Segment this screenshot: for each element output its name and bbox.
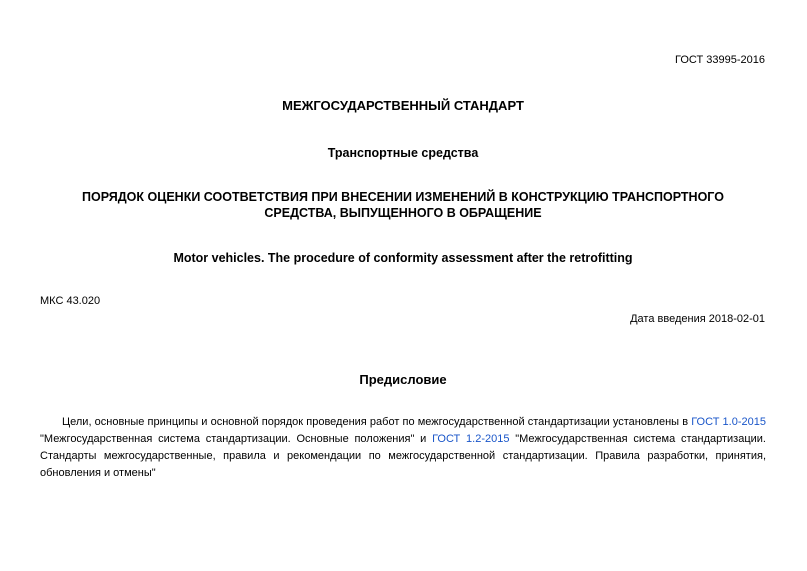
- preface-text-part-3: "Межгосударственная система стандартизации. Стандарты межгосударственные, правила и рекомендации по межгосударственной стандартизации. Правила разработки, принятия, обновления и отмены": [40, 433, 766, 479]
- gost-1-0-2015-link[interactable]: ГОСТ 1.0-2015: [691, 416, 766, 428]
- preface-text-part-2: "Межгосударственная система стандартизации. Основные положения" и: [40, 433, 433, 445]
- mks-code: МКС 43.020: [40, 295, 101, 307]
- title-russian: [40, 189, 766, 221]
- title-russian-line-1: ПОРЯДОК ОЦЕНКИ СООТВЕТСТВИЯ ПРИ ВНЕСЕНИИ ИЗМЕНЕНИЙ В КОНСТРУКЦИЮ ТРАНСПОРТНОГО: [82, 190, 724, 204]
- title-russian-line-2: СРЕДСТВА, ВЫПУЩЕННОГО В ОБРАЩЕНИЕ: [264, 206, 542, 220]
- gost-1-2-2015-link[interactable]: ГОСТ 1.2-2015: [432, 433, 510, 445]
- subject-heading: Транспортные средства: [327, 146, 479, 160]
- document-code: ГОСТ 33995-2016: [675, 54, 765, 66]
- introduction-date: Дата введения 2018-02-01: [630, 313, 765, 325]
- title-english: Motor vehicles. The procedure of conformity assessment after the retrofitting: [173, 251, 633, 265]
- preface-heading: Предисловие: [359, 372, 447, 387]
- preface-text-part-1: Цели, основные принципы и основной порядок проведения работ по межгосударственной стандартизации установлены в: [62, 416, 692, 428]
- preface-paragraph: [40, 414, 766, 482]
- standard-type-heading: МЕЖГОСУДАРСТВЕННЫЙ СТАНДАРТ: [282, 98, 524, 113]
